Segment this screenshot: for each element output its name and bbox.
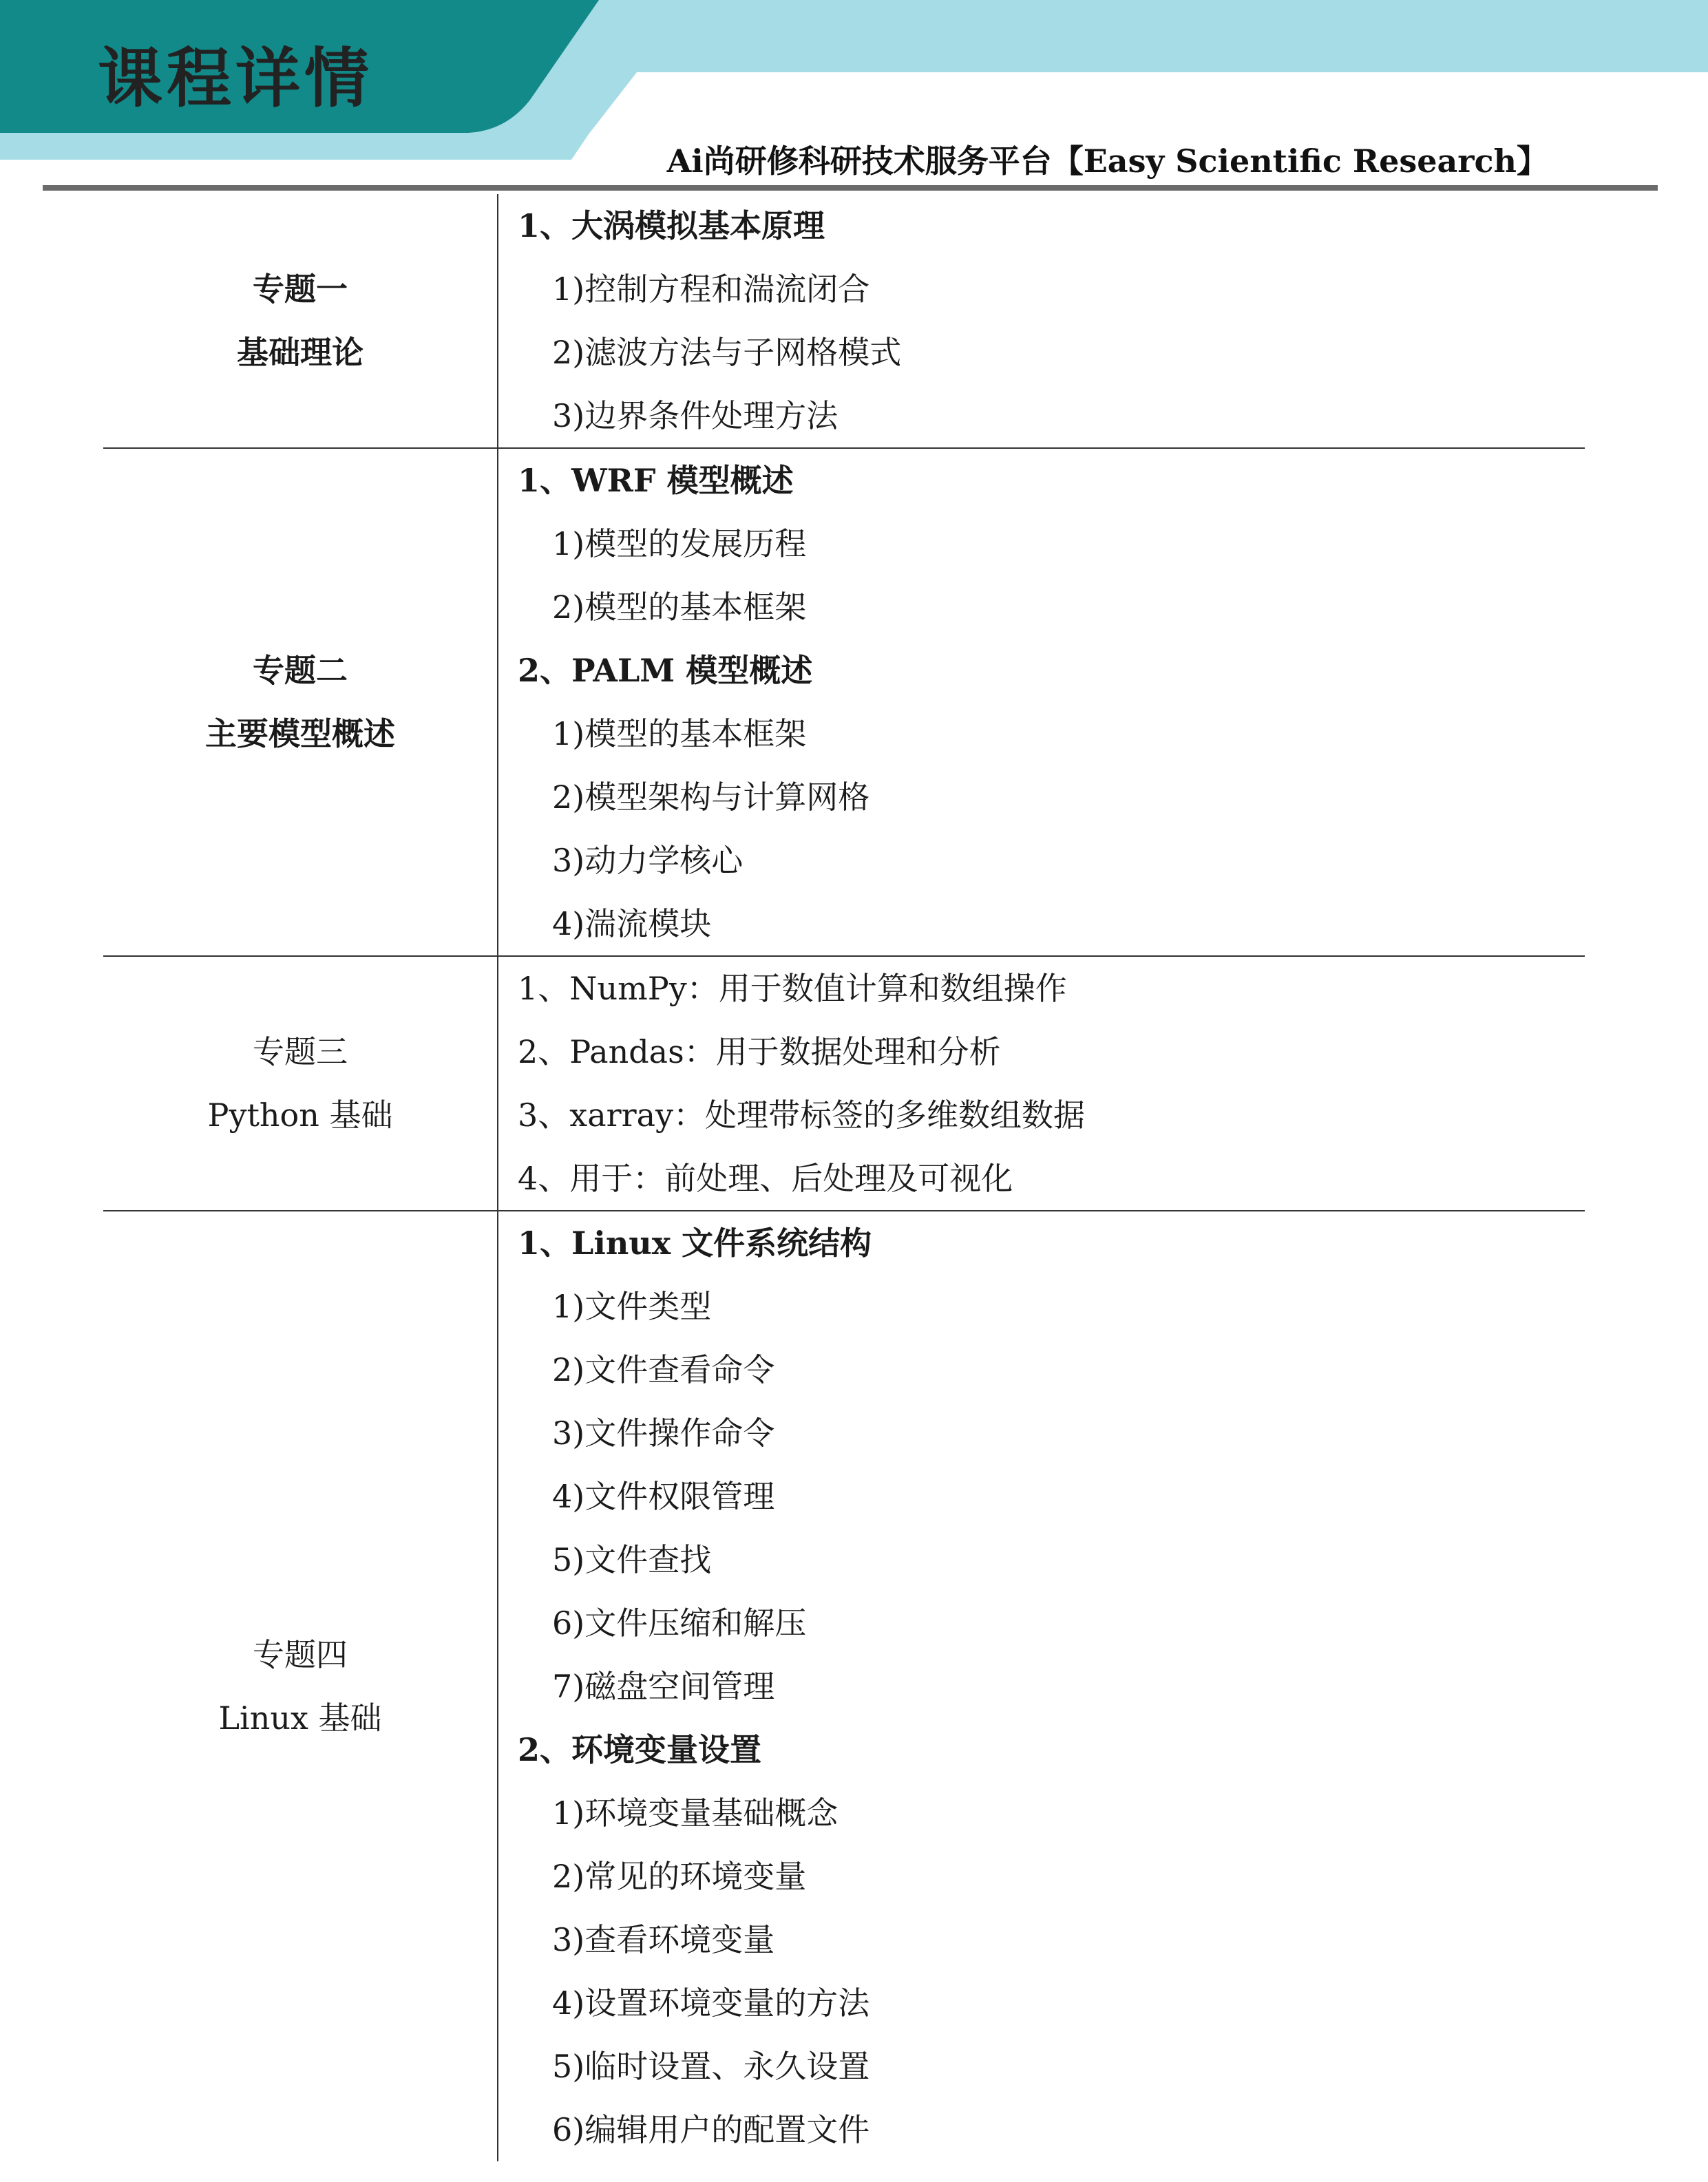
course-section (103, 1211, 1585, 2161)
topic-cell (103, 449, 497, 955)
content-item: 2、Pandas：用于数据处理和分析 (518, 1033, 1001, 1070)
content-subitem: 2)模型的基本框架 (552, 589, 807, 626)
course-section (103, 194, 1585, 449)
content-cell (497, 194, 1585, 447)
course-table (103, 194, 1585, 2161)
topic-name: 主要模型概述 (205, 715, 395, 752)
platform-subtitle: Ai尚研修科研技术服务平台【Easy Scientific Research】 (666, 142, 1548, 180)
content-subitem: 1)文件类型 (552, 1288, 712, 1325)
content-subitem: 4)湍流模块 (552, 905, 712, 942)
content-item: 1、Linux 文件系统结构 (518, 1225, 872, 1262)
content-subitem: 6)文件压缩和解压 (552, 1604, 807, 1642)
content-item: 2、环境变量设置 (518, 1731, 762, 1768)
content-subitem: 3)边界条件处理方法 (552, 397, 839, 434)
content-item: 1、WRF 模型概述 (518, 462, 794, 499)
content-subitem: 2)常见的环境变量 (552, 1858, 807, 1895)
topic-name: Linux 基础 (218, 1699, 382, 1737)
topic-cell (103, 1211, 497, 2161)
content-subitem: 2)文件查看命令 (552, 1351, 775, 1388)
course-section (103, 957, 1585, 1211)
content-subitem: 5)临时设置、永久设置 (552, 2048, 870, 2085)
content-subitem: 1)环境变量基础概念 (552, 1794, 839, 1832)
content-subitem: 1)控制方程和湍流闭合 (552, 271, 870, 308)
topic-number: 专题三 (253, 1033, 348, 1070)
content-subitem: 6)编辑用户的配置文件 (552, 2111, 870, 2148)
topic-name: 基础理论 (237, 334, 363, 371)
content-item: 2、PALM 模型概述 (518, 652, 813, 689)
header-divider (43, 185, 1658, 191)
topic-name: Python 基础 (207, 1097, 393, 1134)
content-subitem: 5)文件查找 (552, 1541, 712, 1578)
content-subitem: 3)查看环境变量 (552, 1921, 775, 1958)
topic-cell (103, 194, 497, 447)
content-subitem: 2)滤波方法与子网格模式 (552, 334, 902, 371)
content-subitem: 3)文件操作命令 (552, 1415, 775, 1452)
content-cell (497, 1211, 1585, 2161)
topic-number: 专题四 (253, 1636, 348, 1673)
content-subitem: 3)动力学核心 (552, 842, 744, 879)
content-subitem: 2)模型架构与计算网格 (552, 778, 870, 816)
topic-number: 专题二 (253, 652, 348, 689)
topic-cell (103, 957, 497, 1210)
content-subitem: 4)设置环境变量的方法 (552, 1984, 870, 2022)
course-section (103, 449, 1585, 957)
content-cell (497, 449, 1585, 955)
content-subitem: 1)模型的基本框架 (552, 715, 807, 752)
content-subitem: 7)磁盘空间管理 (552, 1668, 775, 1705)
content-item: 4、用于：前处理、后处理及可视化 (518, 1160, 1013, 1197)
content-item: 1、大涡模拟基本原理 (518, 207, 825, 244)
topic-number: 专题一 (253, 271, 348, 308)
page-title: 课程详情 (98, 41, 374, 116)
content-item: 1、NumPy：用于数值计算和数组操作 (518, 970, 1067, 1007)
content-subitem: 4)文件权限管理 (552, 1478, 775, 1515)
content-subitem: 1)模型的发展历程 (552, 525, 807, 562)
content-item: 3、xarray：处理带标签的多维数组数据 (518, 1097, 1086, 1134)
content-cell (497, 957, 1585, 1210)
